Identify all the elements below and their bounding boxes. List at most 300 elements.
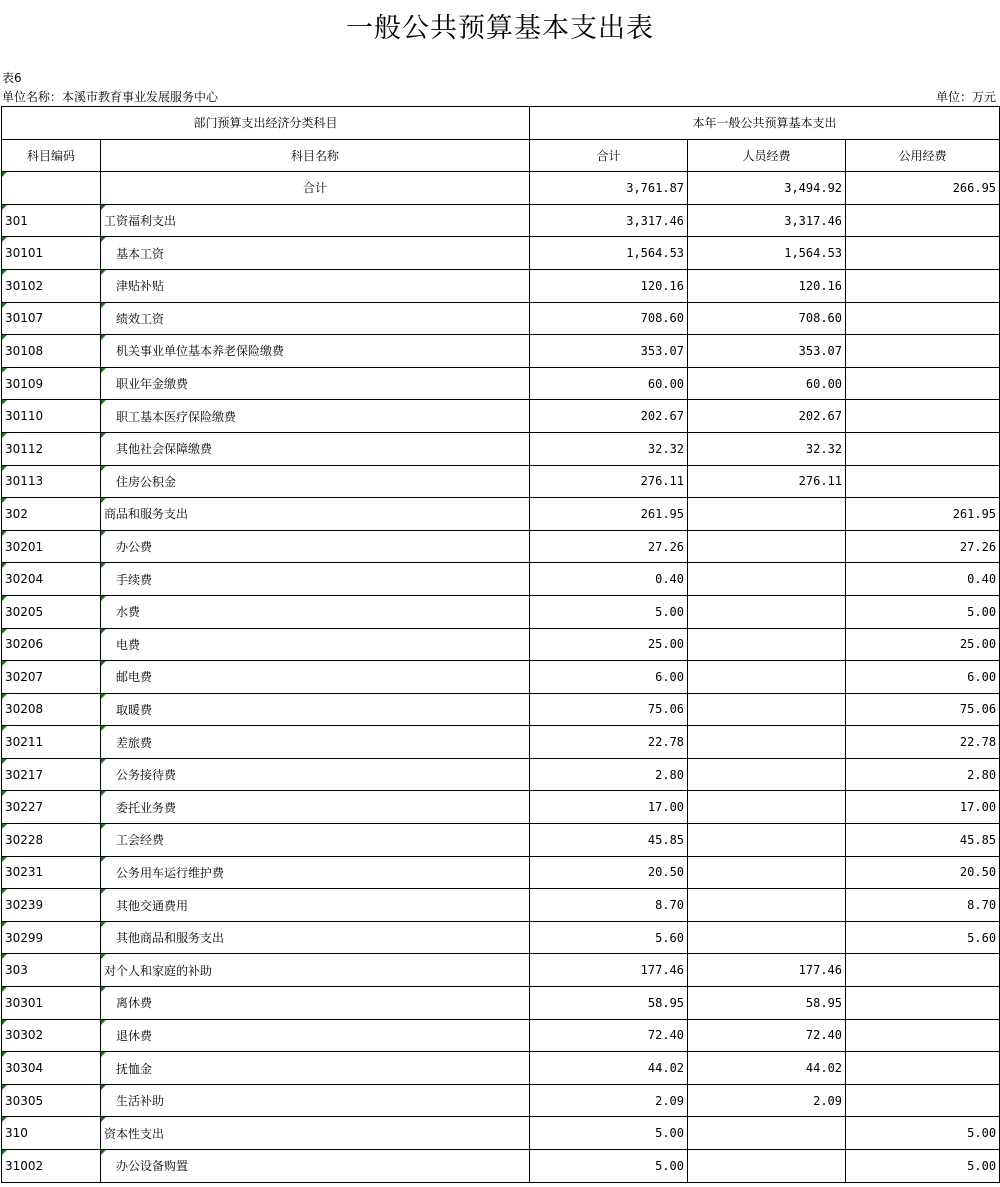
row-code (2, 1052, 101, 1085)
row-name (101, 1084, 530, 1117)
row-code-text: 30211 (5, 735, 44, 750)
table-row (2, 889, 1000, 922)
cell-marker-icon (101, 498, 106, 503)
row-public (846, 432, 1000, 465)
cell-marker-icon (101, 237, 106, 242)
row-total-text: 5.60 (655, 930, 685, 945)
row-personnel-text: 120.16 (798, 278, 843, 293)
table-row (2, 1019, 1000, 1052)
row-name-text: 离休费 (116, 996, 153, 1011)
row-public (846, 791, 1000, 824)
row-total-text: 72.40 (647, 1028, 685, 1043)
table-row (2, 465, 1000, 498)
row-public (846, 1150, 1000, 1183)
row-code (2, 269, 101, 302)
row-name-text: 工会经费 (116, 833, 165, 848)
table-row (2, 1150, 1000, 1183)
row-personnel (688, 824, 846, 857)
cell-marker-icon (101, 954, 106, 959)
row-total (530, 335, 688, 368)
row-total (530, 1117, 688, 1150)
row-name (101, 824, 530, 857)
row-code (2, 987, 101, 1020)
row-name-text: 办公设备购置 (116, 1159, 189, 1174)
row-total-text: 58.95 (647, 995, 685, 1010)
row-code (2, 791, 101, 824)
row-public (846, 1052, 1000, 1085)
row-total-text: 0.40 (655, 572, 685, 587)
row-personnel (688, 954, 846, 987)
row-public (846, 269, 1000, 302)
row-name-text: 生活补助 (116, 1094, 165, 1109)
table-row (2, 726, 1000, 759)
row-public (846, 530, 1000, 563)
table-row (2, 661, 1000, 694)
header-total: 合计 (530, 139, 688, 172)
row-code (2, 400, 101, 433)
row-code-text: 30102 (5, 278, 44, 293)
row-code-text: 30208 (5, 702, 44, 717)
row-public (846, 954, 1000, 987)
cell-marker-icon (2, 172, 7, 177)
row-name-text: 公务接待费 (116, 768, 177, 783)
row-total-text: 5.00 (655, 1158, 685, 1173)
row-name (101, 530, 530, 563)
row-name-text: 基本工资 (116, 246, 165, 261)
table-row (2, 1084, 1000, 1117)
total-label: 合计 (101, 172, 530, 205)
cell-marker-icon (101, 563, 106, 568)
row-personnel-text: 60.00 (805, 376, 843, 391)
row-name-text: 工资福利支出 (104, 214, 177, 229)
row-code-text: 302 (5, 506, 28, 521)
row-total (530, 856, 688, 889)
cell-marker-icon (101, 694, 106, 699)
row-personnel (688, 856, 846, 889)
row-name-text: 公务用车运行维护费 (116, 865, 225, 880)
cell-marker-icon (101, 335, 106, 340)
row-public-text: 25.00 (959, 637, 997, 652)
row-name (101, 237, 530, 270)
cell-marker-icon (2, 889, 7, 894)
table-row (2, 921, 1000, 954)
row-total (530, 954, 688, 987)
row-personnel (688, 204, 846, 237)
row-code (2, 1084, 101, 1117)
row-code-text: 30201 (5, 539, 44, 554)
table-row (2, 758, 1000, 791)
unit-label: 单位：万元 (935, 90, 996, 104)
row-code (2, 335, 101, 368)
cell-marker-icon (2, 563, 7, 568)
cell-marker-icon (2, 987, 7, 992)
row-code-text: 30231 (5, 865, 44, 880)
cell-marker-icon (2, 270, 7, 275)
row-personnel-text: 177.46 (798, 963, 843, 978)
row-total-text: 44.02 (647, 1061, 685, 1076)
row-total-text: 1,564.53 (626, 246, 685, 261)
row-public (846, 856, 1000, 889)
row-public-text: 17.00 (959, 800, 997, 815)
row-total (530, 628, 688, 661)
row-name (101, 791, 530, 824)
row-name-text: 住房公积金 (116, 474, 177, 489)
row-total-text: 25.00 (647, 637, 685, 652)
budget-table (1, 106, 1000, 1183)
table-row (2, 1117, 1000, 1150)
header-personnel: 人员经费 (688, 139, 846, 172)
row-total-text: 708.60 (640, 311, 685, 326)
header-group-left: 部门预算支出经济分类科目 (2, 107, 530, 140)
row-total (530, 237, 688, 270)
row-total-text: 32.32 (647, 441, 685, 456)
cell-marker-icon (101, 400, 106, 405)
cell-marker-icon (101, 889, 106, 894)
row-code (2, 595, 101, 628)
header-group-row (2, 107, 1000, 140)
row-public-text: 45.85 (959, 832, 997, 847)
row-name (101, 563, 530, 596)
row-code-text: 31002 (5, 1158, 44, 1173)
row-total (530, 1052, 688, 1085)
row-name-text: 水费 (116, 605, 141, 620)
row-code (2, 204, 101, 237)
row-total-text: 75.06 (647, 702, 685, 717)
row-code (2, 628, 101, 661)
row-total-text: 60.00 (647, 376, 685, 391)
row-public (846, 726, 1000, 759)
cell-marker-icon (101, 205, 106, 210)
row-total-text: 2.80 (655, 767, 685, 782)
cell-marker-icon (2, 661, 7, 666)
cell-marker-icon (2, 1020, 7, 1025)
row-personnel-text: 44.02 (805, 1061, 843, 1076)
table-row (2, 204, 1000, 237)
table-row (2, 1052, 1000, 1085)
cell-marker-icon (2, 303, 7, 308)
table-row (2, 237, 1000, 270)
cell-marker-icon (2, 498, 7, 503)
header-row (2, 139, 1000, 172)
row-public-text: 22.78 (959, 735, 997, 750)
row-total-text: 2.09 (655, 1093, 685, 1108)
row-total (530, 726, 688, 759)
row-code-text: 30112 (5, 441, 44, 456)
row-personnel (688, 335, 846, 368)
table-row (2, 824, 1000, 857)
row-code-text: 30227 (5, 800, 44, 815)
row-public (846, 595, 1000, 628)
row-personnel-text: 353.07 (798, 343, 843, 358)
row-total (530, 563, 688, 596)
row-personnel-text: 1,564.53 (784, 246, 843, 261)
row-personnel-text: 3,317.46 (784, 213, 843, 228)
row-public (846, 824, 1000, 857)
row-personnel (688, 889, 846, 922)
row-personnel (688, 367, 846, 400)
row-name (101, 432, 530, 465)
row-code-text: 30305 (5, 1093, 44, 1108)
row-code (2, 889, 101, 922)
row-code-text: 30204 (5, 572, 44, 587)
row-total-text: 27.26 (647, 539, 685, 554)
row-personnel-text: 202.67 (798, 409, 843, 424)
row-personnel-text: 276.11 (798, 474, 843, 489)
row-personnel (688, 726, 846, 759)
row-name (101, 889, 530, 922)
row-public (846, 628, 1000, 661)
row-name (101, 595, 530, 628)
row-name-text: 其他交通费用 (116, 898, 189, 913)
row-public-text: 5.00 (967, 604, 997, 619)
cell-marker-icon (101, 433, 106, 438)
row-public (846, 335, 1000, 368)
row-code (2, 432, 101, 465)
row-personnel (688, 1084, 846, 1117)
row-personnel (688, 1019, 846, 1052)
table-row (2, 693, 1000, 726)
row-code (2, 302, 101, 335)
unit-name: 单位名称：本溪市教育事业发展服务中心 (2, 90, 219, 104)
row-personnel (688, 563, 846, 596)
cell-marker-icon (2, 759, 7, 764)
row-code (2, 758, 101, 791)
row-personnel (688, 987, 846, 1020)
header-public: 公用经费 (846, 139, 1000, 172)
row-public-text: 5.00 (967, 1126, 997, 1141)
row-code-text: 30302 (5, 1028, 44, 1043)
cell-marker-icon (2, 531, 7, 536)
cell-marker-icon (101, 629, 106, 634)
row-total (530, 204, 688, 237)
row-public-text: 75.06 (959, 702, 997, 717)
cell-marker-icon (2, 466, 7, 471)
row-personnel-text: 708.60 (798, 311, 843, 326)
row-code-text: 30207 (5, 669, 44, 684)
row-personnel (688, 1117, 846, 1150)
row-code (2, 367, 101, 400)
row-personnel (688, 1150, 846, 1183)
row-name-text: 其他商品和服务支出 (116, 931, 225, 946)
table-number: 表6 (2, 71, 22, 85)
row-code-text: 30101 (5, 246, 44, 261)
row-code-text: 310 (5, 1126, 28, 1141)
row-total (530, 791, 688, 824)
row-code (2, 1019, 101, 1052)
row-total-text: 177.46 (640, 963, 685, 978)
row-code (2, 1150, 101, 1183)
row-name (101, 954, 530, 987)
row-public (846, 400, 1000, 433)
cell-marker-icon (101, 303, 106, 308)
cell-marker-icon (2, 791, 7, 796)
table-row (2, 335, 1000, 368)
row-name (101, 628, 530, 661)
row-total-text: 45.85 (647, 832, 685, 847)
row-public-text: 6.00 (967, 669, 997, 684)
cell-marker-icon (101, 368, 106, 373)
cell-marker-icon (101, 726, 106, 731)
cell-marker-icon (101, 824, 106, 829)
row-name-text: 津贴补贴 (116, 279, 165, 294)
row-code-text: 30299 (5, 930, 44, 945)
row-code-text: 30205 (5, 604, 44, 619)
row-total-text: 20.50 (647, 865, 685, 880)
row-personnel (688, 400, 846, 433)
total-personnel: 3,494.92 (688, 172, 846, 205)
page-title: 一般公共预算基本支出表 (346, 13, 654, 44)
row-total (530, 498, 688, 531)
cell-marker-icon (2, 205, 7, 210)
table-row (2, 530, 1000, 563)
row-personnel (688, 465, 846, 498)
cell-marker-icon (101, 596, 106, 601)
row-name (101, 1150, 530, 1183)
cell-marker-icon (101, 466, 106, 471)
row-name-text: 手续费 (116, 572, 153, 587)
row-total (530, 1084, 688, 1117)
row-public (846, 498, 1000, 531)
row-code-text: 30206 (5, 637, 44, 652)
row-personnel (688, 595, 846, 628)
total-public: 266.95 (846, 172, 1000, 205)
row-name-text: 商品和服务支出 (104, 507, 189, 522)
row-personnel (688, 758, 846, 791)
row-name-text: 电费 (116, 637, 141, 652)
row-name-text: 邮电费 (116, 670, 153, 685)
row-code (2, 954, 101, 987)
row-public (846, 563, 1000, 596)
cell-marker-icon (2, 954, 7, 959)
row-public (846, 1019, 1000, 1052)
table-row (2, 595, 1000, 628)
row-code-text: 30108 (5, 343, 44, 358)
header-name: 科目名称 (101, 139, 530, 172)
cell-marker-icon (101, 1117, 106, 1122)
row-code-text: 30113 (5, 474, 44, 489)
table-row (2, 954, 1000, 987)
row-total-text: 17.00 (647, 800, 685, 815)
row-personnel (688, 693, 846, 726)
row-code-text: 30239 (5, 898, 44, 913)
table-row (2, 987, 1000, 1020)
row-public-text: 8.70 (967, 898, 997, 913)
row-total (530, 1150, 688, 1183)
row-name-text: 委托业务费 (116, 800, 177, 815)
row-total (530, 400, 688, 433)
row-total (530, 824, 688, 857)
table-row (2, 269, 1000, 302)
cell-marker-icon (101, 1085, 106, 1090)
table-row (2, 628, 1000, 661)
cell-marker-icon (101, 759, 106, 764)
row-personnel (688, 921, 846, 954)
cell-marker-icon (2, 857, 7, 862)
row-total-text: 5.00 (655, 1126, 685, 1141)
row-total-text: 202.67 (640, 409, 685, 424)
header-code: 科目编码 (2, 139, 101, 172)
table-row (2, 400, 1000, 433)
row-total (530, 465, 688, 498)
row-code-text: 30217 (5, 767, 44, 782)
row-personnel (688, 432, 846, 465)
table-row (2, 432, 1000, 465)
cell-marker-icon (2, 1085, 7, 1090)
row-public (846, 693, 1000, 726)
row-code-text: 30107 (5, 311, 44, 326)
row-name-text: 取暖费 (116, 702, 153, 717)
cell-marker-icon (2, 596, 7, 601)
row-total (530, 987, 688, 1020)
cell-marker-icon (101, 531, 106, 536)
total-row (2, 172, 1000, 205)
row-name (101, 269, 530, 302)
row-name (101, 661, 530, 694)
row-total (530, 367, 688, 400)
row-total (530, 921, 688, 954)
row-name (101, 693, 530, 726)
cell-marker-icon (101, 987, 106, 992)
row-total-text: 120.16 (640, 278, 685, 293)
row-name-text: 退休费 (116, 1028, 153, 1043)
row-personnel (688, 237, 846, 270)
cell-marker-icon (2, 433, 7, 438)
row-total (530, 693, 688, 726)
cell-marker-icon (101, 1052, 106, 1057)
row-total (530, 530, 688, 563)
cell-marker-icon (101, 922, 106, 927)
total-code-cell (2, 172, 101, 205)
row-personnel (688, 302, 846, 335)
row-personnel (688, 269, 846, 302)
cell-marker-icon (2, 335, 7, 340)
row-name (101, 302, 530, 335)
row-name-text: 对个人和家庭的补助 (104, 963, 213, 978)
row-code (2, 465, 101, 498)
row-public-text: 2.80 (967, 767, 997, 782)
row-total-text: 353.07 (640, 343, 685, 358)
row-name (101, 400, 530, 433)
row-code-text: 30304 (5, 1061, 44, 1076)
row-code (2, 498, 101, 531)
row-name (101, 204, 530, 237)
row-personnel-text: 2.09 (813, 1093, 843, 1108)
row-personnel (688, 661, 846, 694)
row-public (846, 987, 1000, 1020)
cell-marker-icon (2, 1150, 7, 1155)
row-public (846, 237, 1000, 270)
row-public-text: 0.40 (967, 572, 997, 587)
row-total-text: 22.78 (647, 735, 685, 750)
cell-marker-icon (2, 368, 7, 373)
row-personnel-text: 58.95 (805, 995, 843, 1010)
cell-marker-icon (101, 1020, 106, 1025)
row-total (530, 1019, 688, 1052)
cell-marker-icon (101, 661, 106, 666)
row-code (2, 921, 101, 954)
row-personnel (688, 530, 846, 563)
row-total-text: 276.11 (640, 474, 685, 489)
row-name (101, 726, 530, 759)
row-total (530, 269, 688, 302)
table-row (2, 856, 1000, 889)
row-name-text: 其他社会保障缴费 (116, 442, 213, 457)
row-total (530, 302, 688, 335)
row-total (530, 889, 688, 922)
row-total-text: 8.70 (655, 898, 685, 913)
row-total (530, 595, 688, 628)
row-name (101, 921, 530, 954)
